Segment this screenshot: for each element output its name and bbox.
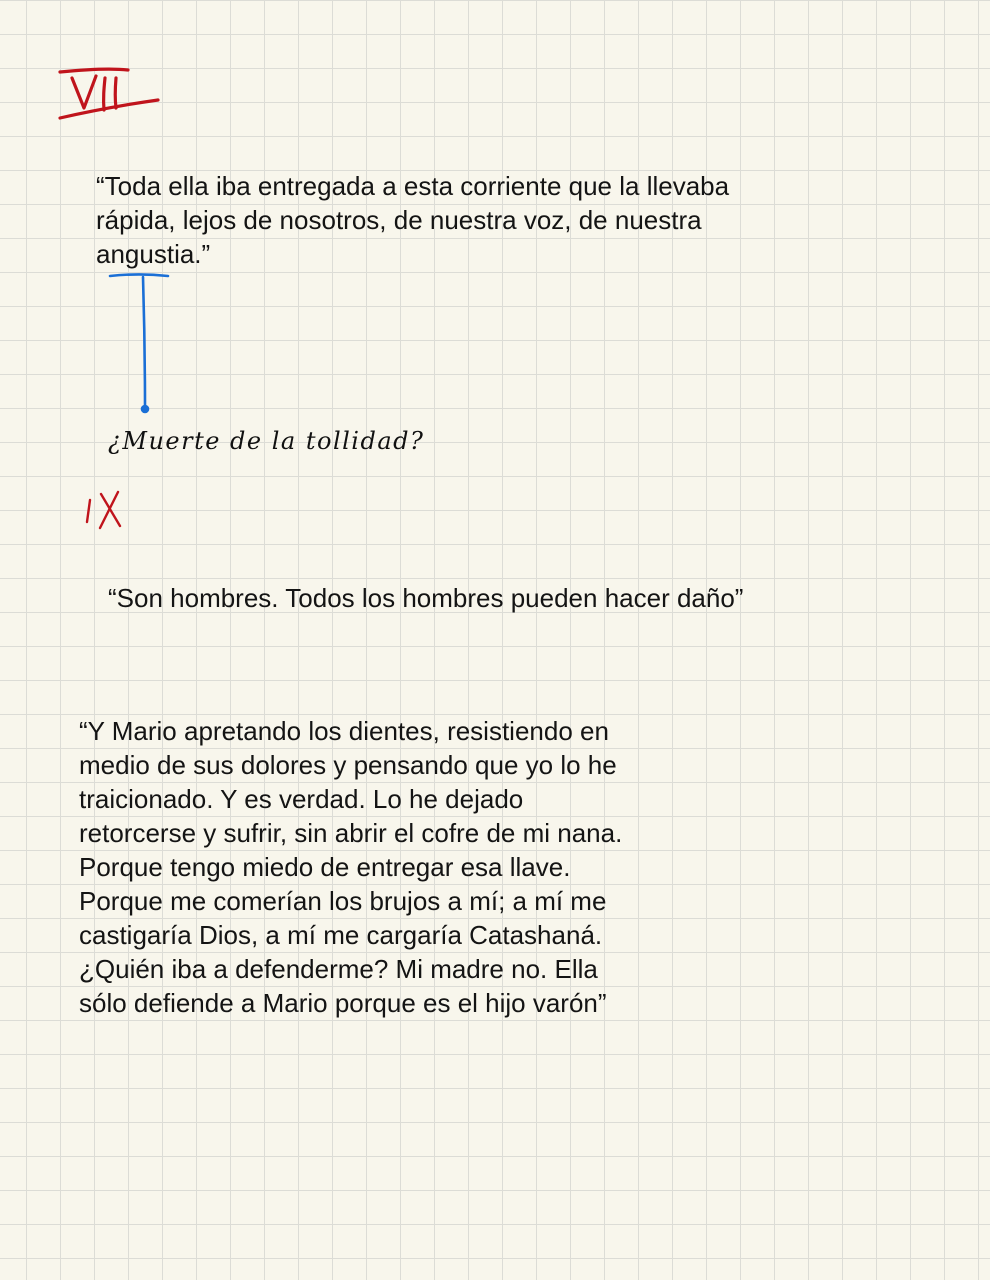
quote-mario: “Y Mario apretando los dientes, resistiendo en medio de sus dolores y pensando que yo lo he traicionado. Y es verdad. Lo he dejado retorcerse y sufrir, sin abrir el cofre de mi nana. Porque tengo miedo de entregar esa llave. Porque me comerían los brujos a mí; a mí me castigaría Dios, a mí me cargaría Catashaná. ¿Quién iba a defenderme? Mi madre no. Ella sólo defiende a Mario porque es el hijo varón”	[79, 716, 623, 1018]
quote-vii: “Toda ella iba entregada a esta corriente que la llevaba rápida, lejos de nosotros, de nuestra voz, de nuestra angustia.”	[96, 171, 730, 269]
quote-ix: “Son hombres. Todos los hombres pueden hacer daño”	[108, 583, 744, 613]
numeral-vii	[0, 0, 158, 118]
annotation-bracket	[110, 275, 168, 413]
annotation-text: ¿Muerte de la tollidad?	[108, 427, 425, 455]
